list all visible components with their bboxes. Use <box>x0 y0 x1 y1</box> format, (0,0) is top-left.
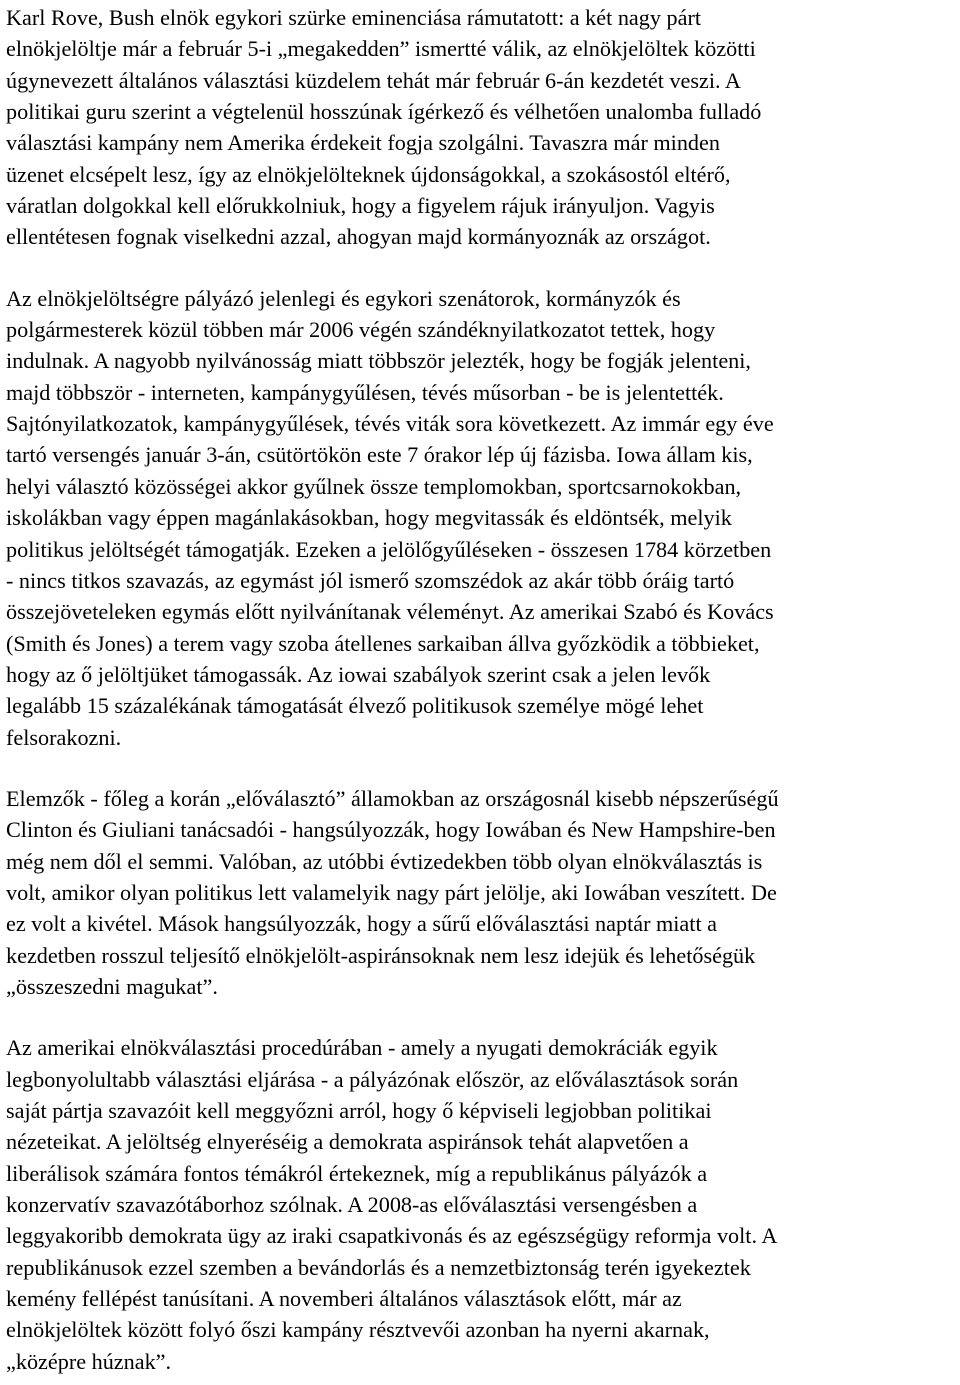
text-line: összejöveteleken egymás előtt nyilvánítanak véleményt. Az amerikai Szabó és Kovács <box>6 599 774 625</box>
text-line: indulnak. A nagyobb nyilvánosság miatt többször jelezték, hogy be fogják jelenteni, <box>6 348 751 374</box>
text-line: „középre húznak”. <box>6 1348 172 1374</box>
text-line: iskolákban vagy éppen magánlakásokban, hogy megvitassák és eldöntsék, melyik <box>6 505 732 531</box>
text-line: ez volt a kivétel. Mások hangsúlyozzák, hogy a sűrű előválasztási naptár miatt a <box>6 911 718 937</box>
text-line: kemény fellépést tanúsítani. A novemberi általános választások előtt, már az <box>6 1286 682 1312</box>
text-line: republikánusok ezzel szemben a bevándorlás és a nemzetbiztonság terén igyekeztek <box>6 1254 751 1280</box>
text-line: Karl Rove, Bush elnök egykori szürke eminenciása rámutatott: a két nagy párt <box>6 5 701 30</box>
text-line: - nincs titkos szavazás, az egymást jól ismerő szomszédok az akár több óráig tartó <box>6 567 735 593</box>
text-line: leggyakoribb demokrata ügy az iraki csapatkivonás és az egészségügy reformja volt. A <box>6 1223 778 1249</box>
text-line: hogy az ő jelöltjüket támogassák. Az iowai szabályok szerint csak a jelen levők <box>6 661 711 687</box>
text-line: volt, amikor olyan politikus lett valamelyik nagy párt jelölje, aki Iowában veszített. De <box>6 879 777 905</box>
text-line: üzenet elcsépelt lesz, így az elnökjelölteknek újdonságokkal, a szokásostól eltérő, <box>6 161 731 187</box>
text-line: Sajtónyilatkozatok, kampánygyűlések, tévés viták sora következett. Az immár egy éve <box>6 411 774 437</box>
paragraph-2 <box>6 283 954 753</box>
text-line: Elemzők - főleg a korán „előválasztó” államokban az országosnál kisebb népszerűségű <box>6 785 779 811</box>
text-line: úgynevezett általános választási küzdelem tehát már február 6-án kezdetét veszi. A <box>6 67 741 93</box>
text-line: választási kampány nem Amerika érdekeit fogja szolgálni. Tavaszra már minden <box>6 130 720 156</box>
text-line: legalább 15 százalékának támogatását élvező politikusok személye mögé lehet <box>6 693 704 719</box>
text-line: (Smith és Jones) a terem vagy szoba átellenes sarkaiban állva győzködik a többieket, <box>6 630 760 656</box>
text-line: Az elnökjelöltségre pályázó jelenlegi és egykori szenátorok, kormányzók és <box>6 285 681 311</box>
text-line: saját pártja szavazóit kell meggyőzni arról, hogy ő képviseli legjobban politikai <box>6 1098 712 1123</box>
text-line: nézeteikat. A jelöltség elnyeréséig a demokrata aspiránsok tehát alapvetően a <box>6 1129 689 1155</box>
paragraph-3 <box>6 783 954 1002</box>
text-line: helyi választó közösségei akkor gyűlnek össze templomokban, sportcsarnokokban, <box>6 473 742 499</box>
text-line: konzervatív szavazótáborhoz szólnak. A 2008-as előválasztási versengésben a <box>6 1192 698 1218</box>
text-line: elnökjelöltje már a február 5-i „megakedden” ismertté válik, az elnökjelöltek közötti <box>6 36 756 62</box>
text-line: ellentétesen fognak viselkedni azzal, ahogyan majd kormányoznák az országot. <box>6 224 711 250</box>
text-line: legbonyolultabb választási eljárása - a pályázónak először, az előválasztások során <box>6 1066 739 1092</box>
text-line: polgármesterek közül többen már 2006 végén szándéknyilatkozatot tettek, hogy <box>6 317 716 343</box>
text-line: váratlan dolgokkal kell előrukkolniuk, hogy a figyelem rájuk irányuljon. Vagyis <box>6 193 715 219</box>
paragraph-4 <box>6 1032 954 1377</box>
text-line: Az amerikai elnökválasztási procedúrában - amely a nyugati demokráciák egyik <box>6 1035 718 1061</box>
text-line: felsorakozni. <box>6 724 122 750</box>
text-line: tartó versengés január 3-án, csütörtökön este 7 órakor lép új fázisba. Iowa állam kis, <box>6 442 753 468</box>
text-line: Clinton és Giuliani tanácsadói - hangsúlyozzák, hogy Iowában és New Hampshire-ben <box>6 817 776 843</box>
text-line: kezdetben rosszul teljesítő elnökjelölt-aspiránsoknak nem lesz idejük és lehetőségük <box>6 942 756 968</box>
text-line: elnökjelöltek között folyó őszi kampány résztvevői azonban ha nyerni akarnak, <box>6 1317 710 1343</box>
text-line: majd többször - interneten, kampánygyűlésen, tévés műsorban - be is jelentették. <box>6 379 724 405</box>
text-line: politikai guru szerint a végtelenül hosszúnak ígérkező és vélhetően unalomba fulladó <box>6 99 762 125</box>
text-line: politikus jelöltségét támogatják. Ezeken a jelölőgyűléseken - összesen 1784 körzetben <box>6 536 772 562</box>
text-line: liberálisok számára fontos témákról értekeznek, míg a republikánus pályázók a <box>6 1160 708 1186</box>
text-line: „összeszedni magukat”. <box>6 973 218 999</box>
text-line: még nem dől el semmi. Valóban, az utóbbi évtizedekben több olyan elnökválasztás is <box>6 848 763 874</box>
paragraph-1 <box>6 2 954 253</box>
